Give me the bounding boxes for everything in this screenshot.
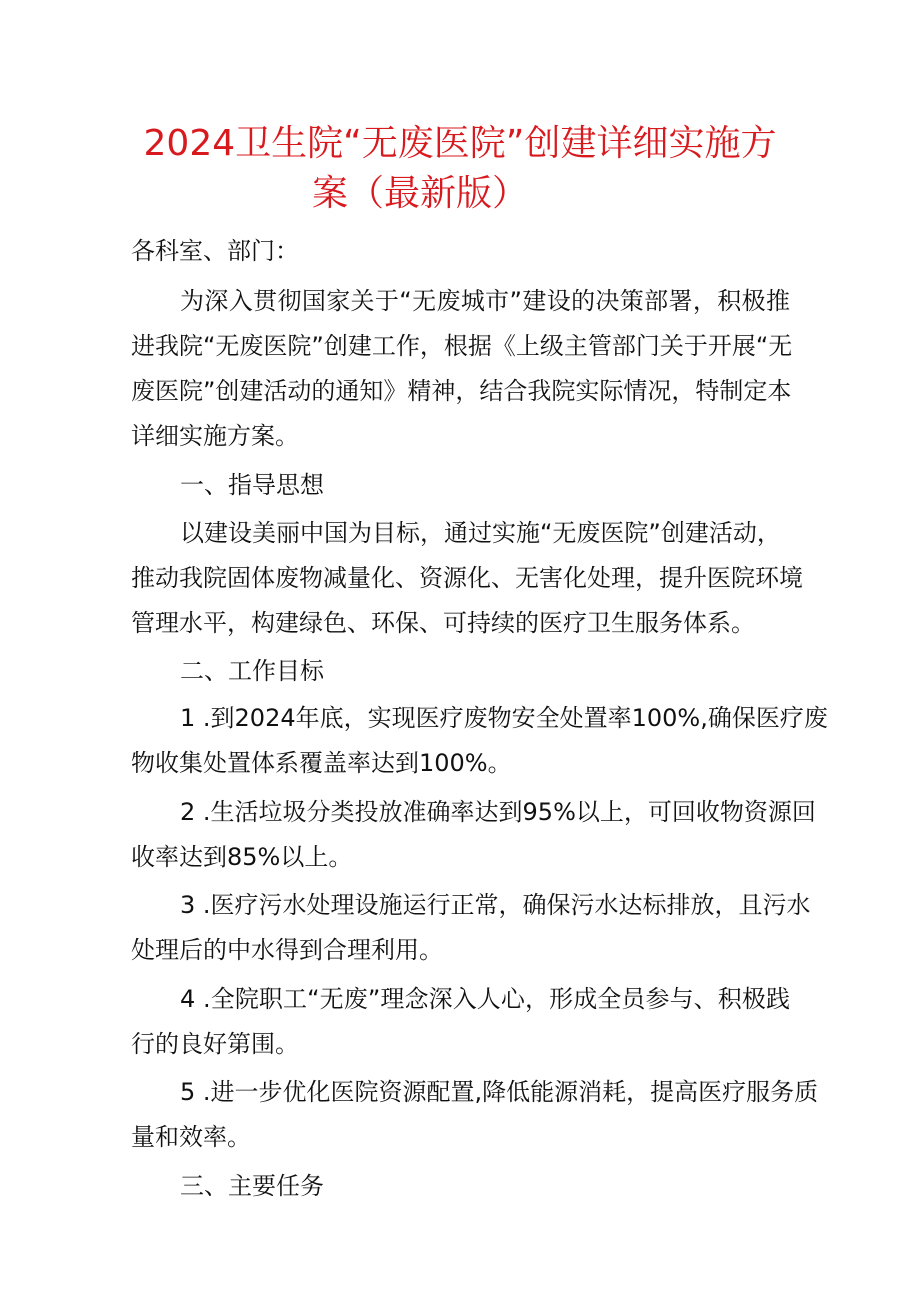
section-1-line-1: 以建设美丽中国为目标，通过实施“无废医院”创建活动， [180, 519, 781, 547]
intro-line-1: 为深入贯彻国家关于“无废城市”建设的决策部署，积极推 [180, 287, 790, 315]
section-3-heading: 三、主要任务 [180, 1172, 324, 1200]
section-1-line-2: 推动我院固体废物减量化、资源化、无害化处理，提升医院环境 [131, 564, 803, 592]
goal-3-line-1: 3 .医疗污水处理设施运行正常，确保污水达标排放，且污水 [180, 891, 811, 919]
document-title-line-2: 案（最新版） [311, 173, 528, 214]
goal-5-line-2: 量和效率。 [131, 1123, 251, 1151]
section-1-heading: 一、指导思想 [180, 471, 324, 499]
goal-2-line-2: 收率达到85%以上。 [131, 843, 353, 871]
goal-2-line-1: 2 .生活垃圾分类投放准确率达到95%以上，可回收物资源回 [180, 798, 816, 826]
goal-5-line-1: 5 .进一步优化医院资源配置,降低能源消耗，提高医疗服务质 [180, 1078, 819, 1106]
goal-4-line-2: 行的良好第围。 [131, 1030, 299, 1058]
section-1-line-3: 管理水平，构建绿色、环保、可持续的医疗卫生服务体系。 [131, 609, 755, 637]
intro-line-4: 详细实施方案。 [131, 422, 299, 450]
intro-line-3: 废医院”创建活动的通知》精神，结合我院实际情况，特制定本 [131, 377, 792, 405]
intro-line-2: 进我院“无废医院”创建工作，根据《上级主管部门关于开展“无 [131, 332, 793, 360]
document-title-line-1: 2024卫生院“无废医院”创建详细实施方 [143, 123, 777, 164]
goal-3-line-2: 处理后的中水得到合理利用。 [131, 936, 443, 964]
salutation: 各科室、部门： [131, 237, 299, 265]
goal-1-line-2: 物收集处置体系覆盖率达到100%。 [131, 749, 512, 777]
section-2-heading: 二、工作目标 [180, 657, 324, 685]
goal-4-line-1: 4 .全院职工“无废”理念深入人心，形成全员参与、积极践 [180, 985, 790, 1013]
goal-1-line-1: 1 .到2024年底，实现医疗废物安全处置率100%,确保医疗废 [180, 704, 828, 732]
